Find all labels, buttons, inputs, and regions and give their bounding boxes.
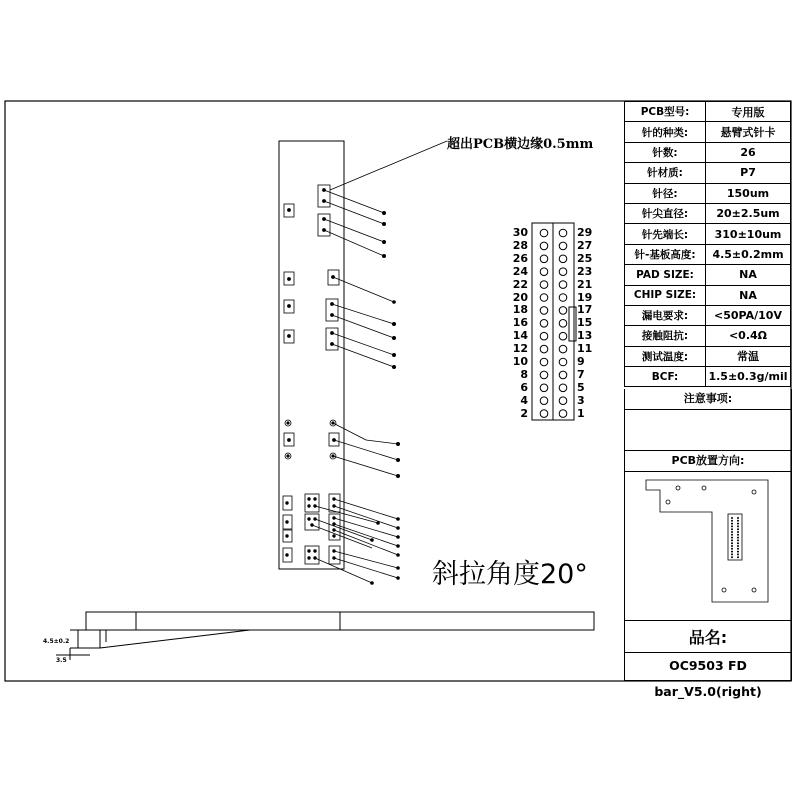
spec-value: 20±2.5um [706, 203, 791, 223]
product-name-label: 品名: [624, 621, 792, 653]
callout-leader [330, 141, 447, 190]
pin-label-left: 10 [512, 355, 528, 368]
spec-label: CHIP SIZE: [625, 285, 706, 305]
spec-value: 310±10um [706, 224, 791, 244]
pin-label-left: 28 [512, 238, 528, 252]
pin-label-left: 30 [512, 226, 528, 239]
spec-row [625, 224, 791, 244]
pin-label-left: 26 [512, 251, 528, 265]
spec-row [625, 142, 791, 162]
spec-value: 1.5±0.3g/mil [706, 367, 791, 387]
spec-label: 针数: [625, 142, 706, 162]
connector-pin [559, 384, 567, 392]
pin-label-left: 6 [520, 380, 528, 394]
pin-label-right: 13 [577, 329, 593, 343]
pin-label-right: 9 [577, 355, 585, 368]
pin-label-left: 4 [520, 393, 528, 407]
spec-label: 针径: [625, 183, 706, 203]
spec-label: PAD SIZE: [625, 265, 706, 285]
pin-label-left: 2 [520, 406, 528, 420]
spec-row [625, 244, 791, 264]
spec-label: BCF: [625, 367, 706, 387]
callout-text: 超出PCB横边缘0.5mm [447, 137, 594, 152]
pin-label-right: 17 [577, 303, 593, 317]
spec-value: 专用版 [706, 102, 791, 122]
notes-body [624, 410, 792, 451]
product-name: OC9503 FD bar_V5.0(right) [624, 653, 792, 681]
spec-row [625, 346, 791, 366]
pin-label-right: 21 [577, 277, 593, 291]
connector-pin [540, 410, 548, 418]
connector-pin [559, 410, 567, 418]
spec-value: P7 [706, 163, 791, 183]
spec-label: 测试温度: [625, 346, 706, 366]
spec-label: PCB型号: [625, 102, 706, 122]
spec-label: 针-基板高度: [625, 244, 706, 264]
connector-pin [559, 294, 567, 302]
connector-pin [540, 371, 548, 379]
dim-offset: 3.5 [56, 657, 67, 664]
lower-needle-wires [312, 499, 399, 584]
spec-label: 针先端长: [625, 224, 706, 244]
spec-value: 150um [706, 183, 791, 203]
connector-pin [559, 307, 567, 315]
connector-pin [540, 229, 548, 237]
pin-label-left: 14 [512, 329, 528, 343]
dim-height: 4.5±0.2 [43, 638, 70, 645]
spec-row [625, 367, 791, 387]
connector-pin [559, 358, 567, 366]
angle-label: 斜拉角度20° [432, 559, 588, 590]
spec-value: 悬臂式针卡 [706, 122, 791, 142]
connector-pin [559, 345, 567, 353]
connector-pin [559, 332, 567, 340]
pin-label-right: 19 [577, 290, 593, 304]
pin-label-left: 18 [512, 303, 528, 317]
pin-label-right: 5 [577, 380, 585, 394]
connector-pin [540, 332, 548, 340]
spec-label: 接触阻抗: [625, 326, 706, 346]
connector-pin [540, 307, 548, 315]
connector-pin [559, 255, 567, 263]
side-view [56, 612, 594, 660]
placement-panel [624, 472, 792, 621]
spec-value: 26 [706, 142, 791, 162]
pin-label-right: 7 [577, 367, 585, 381]
pin-label-right: 29 [577, 226, 593, 239]
spec-label: 针的种类: [625, 122, 706, 142]
connector-pin [540, 384, 548, 392]
spec-value: NA [706, 285, 791, 305]
pin-label-left: 22 [512, 277, 528, 291]
connector-pin [540, 397, 548, 405]
connector-pin [540, 281, 548, 289]
spec-value: 常温 [706, 346, 791, 366]
left-holes [284, 204, 294, 459]
connector-pin [540, 358, 548, 366]
connector-pin [540, 320, 548, 328]
needle-wires [324, 190, 400, 478]
lower-pad-cluster [283, 494, 340, 564]
spec-row [625, 102, 791, 122]
spec-row [625, 265, 791, 285]
pin-label-right: 3 [577, 393, 585, 407]
connector-pin [559, 268, 567, 276]
spec-value: <50PA/10V [706, 305, 791, 325]
notes-title: 注意事项: [624, 389, 792, 410]
connector-pin [559, 229, 567, 237]
spec-row [625, 183, 791, 203]
pin-label-left: 8 [520, 367, 528, 381]
connector-30pin [532, 223, 576, 420]
spec-value: 4.5±0.2mm [706, 244, 791, 264]
pin-label-right: 23 [577, 264, 593, 278]
pin-label-left: 24 [512, 264, 528, 278]
connector-pin [559, 371, 567, 379]
spec-label: 漏电要求: [625, 305, 706, 325]
pin-label-right: 25 [577, 251, 593, 265]
spec-value: <0.4Ω [706, 326, 791, 346]
spec-row [625, 305, 791, 325]
spec-row [625, 326, 791, 346]
connector-pin [540, 255, 548, 263]
spec-label: 针材质: [625, 163, 706, 183]
connector-pin [540, 242, 548, 250]
placement-title: PCB放置方向: [624, 451, 792, 472]
connector-pin [559, 320, 567, 328]
spec-row [625, 285, 791, 305]
connector-pin [540, 345, 548, 353]
pin-label-right: 11 [577, 342, 593, 356]
pin-label-left: 12 [512, 342, 528, 356]
connector-pin [540, 294, 548, 302]
spec-table [624, 101, 791, 387]
connector-pin [559, 281, 567, 289]
needle-pads [318, 185, 339, 459]
connector-pin [540, 268, 548, 276]
spec-row [625, 163, 791, 183]
pin-label-left: 20 [512, 290, 528, 304]
pin-label-right: 1 [577, 406, 585, 420]
pin-label-right: 27 [577, 238, 593, 252]
pin-label-right: 15 [577, 316, 593, 330]
spec-label: 针尖直径: [625, 203, 706, 223]
spec-value: NA [706, 265, 791, 285]
connector-pin [559, 397, 567, 405]
spec-row [625, 122, 791, 142]
pin-label-left: 16 [512, 316, 528, 330]
spec-row [625, 203, 791, 223]
connector-pin [559, 242, 567, 250]
